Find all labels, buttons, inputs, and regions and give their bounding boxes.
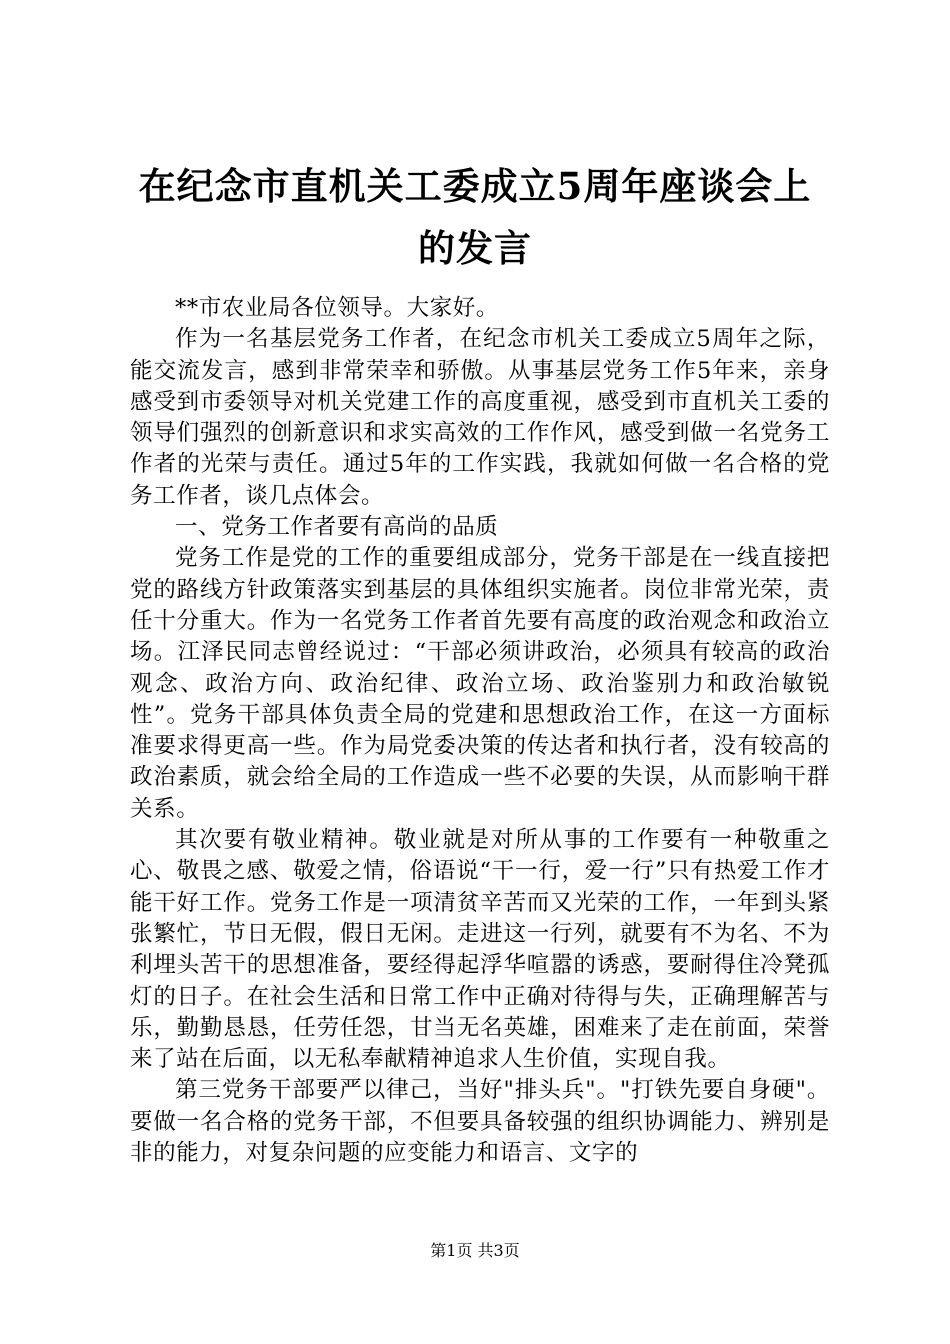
body-paragraph: 第三党务干部要严以律己，当好"排头兵"。"打铁先要自身硬"。要做一名合格的党务干部，不但要具备较强的组织协调能力、辨别是非的能力，对复杂问题的应变能力和语言、文字的 xyxy=(130,1077,830,1167)
document-title: 在纪念市直机关工委成立5周年座谈会上的发言 xyxy=(138,164,812,270)
document-body xyxy=(130,293,830,1169)
page-number-footer: 第1页 共3页 xyxy=(430,1241,520,1260)
body-paragraph: 党务工作是党的工作的重要组成部分，党务干部是在一线直接把党的路线方针政策落实到基层的具体组织实施者。岗位非常光荣，责任十分重大。作为一名党务工作者首先要有高度的政治观念和政治立场。江泽民同志曾经说过：“干部必须讲政治，必须具有较高的政治观念、政治方向、政治纪律、政治立场、政治鉴别力和政治敏锐性”。党务干部具体负责全局的党建和思想政治工作，在这一方面标准要求得更高一些。作为局党委决策的传达者和执行者，没有较高的政治素质，就会给全局的工作造成一些不必要的失误，从而影响干群关系。 xyxy=(130,545,830,822)
salutation-paragraph: **市农业局各位领导。大家好。 xyxy=(175,295,500,321)
body-paragraph: 作为一名基层党务工作者，在纪念市机关工委成立5周年之际，能交流发言，感到非常荣幸和骄傲。从事基层党务工作5年来，亲身感受到市委领导对机关党建工作的高度重视，感受到市直机关工委的领导们强烈的创新意识和求实高效的工作作风，感受到做一名党务工作者的光荣与责任。通过5年的工作实践，我就如何做一名合格的党务工作者，谈几点体会。 xyxy=(130,326,830,509)
body-paragraph: 其次要有敬业精神。敬业就是对所从事的工作要有一种敬重之心、敬畏之感、敬爱之情，俗语说“干一行，爱一行”只有热爱工作才能干好工作。党务工作是一项清贫辛苦而又光荣的工作，一年到头紧张繁忙，节日无假，假日无闲。走进这一行列，就要有不为名、不为利埋头苦干的思想准备，要经得起浮华喧嚣的诱惑，要耐得住冷凳孤灯的日子。在社会生活和日常工作中正确对待得与失，正确理解苦与乐，勤勤恳恳，任劳任怨，甘当无名英雄，困难来了走在前面，荣誉来了站在后面，以无私奉献精神追求人生价值，实现自我。 xyxy=(130,827,830,1073)
section-heading: 一、党务工作者要有高尚的品质 xyxy=(175,514,499,541)
